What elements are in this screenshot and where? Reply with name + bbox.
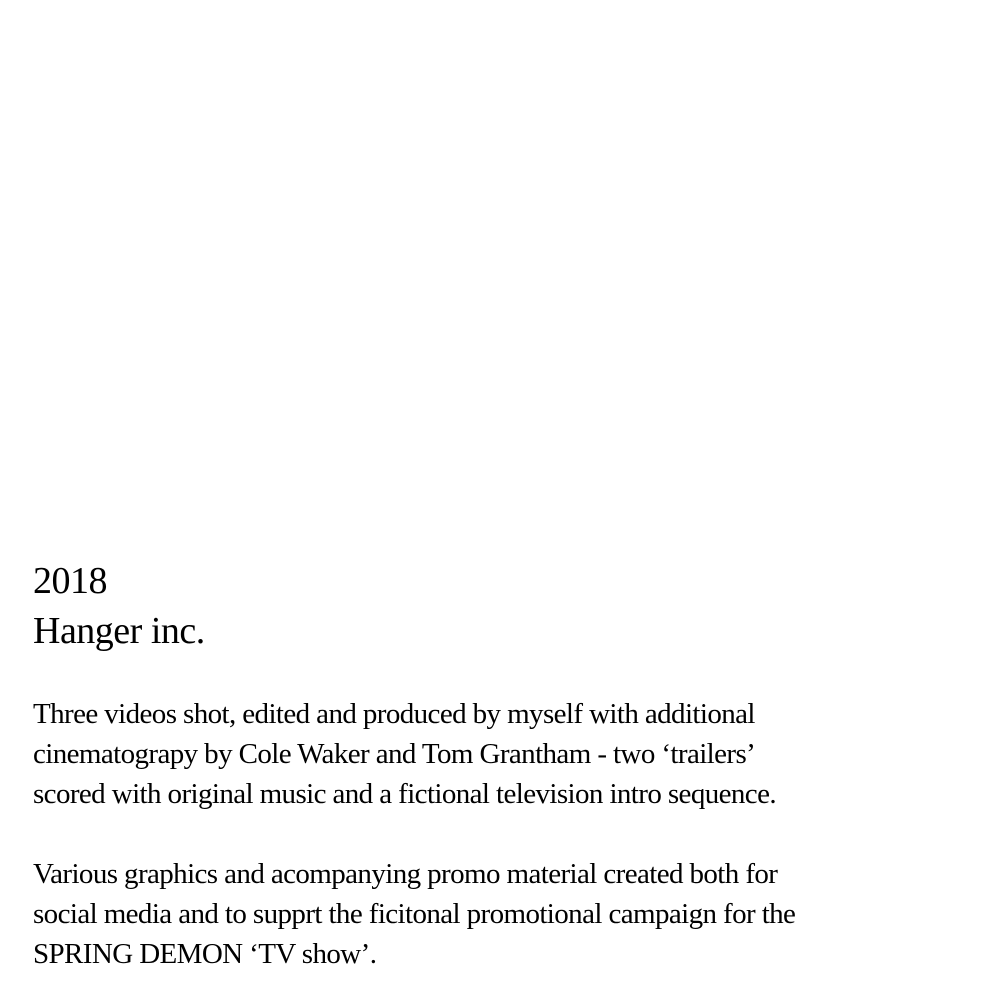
description-line: cinematograpy by Cole Waker and Tom Grantham - two ‘trailers’	[33, 738, 756, 770]
description-line: Various graphics and acompanying promo material created both for	[33, 858, 778, 890]
description-line: SPRING DEMON ‘TV show’.	[33, 938, 377, 970]
project-year: 2018	[33, 560, 107, 602]
description-line: social media and to supprt the ficitonal promotional campaign for the	[33, 898, 796, 930]
description-line: Three videos shot, edited and produced by myself with additional	[33, 698, 755, 730]
project-info	[33, 556, 973, 974]
description-paragraph-2	[33, 854, 973, 974]
description-line: scored with original music and a fictional television intro sequence.	[33, 778, 776, 810]
description-paragraph-1	[33, 694, 973, 814]
project-title: Hanger inc.	[33, 610, 205, 652]
